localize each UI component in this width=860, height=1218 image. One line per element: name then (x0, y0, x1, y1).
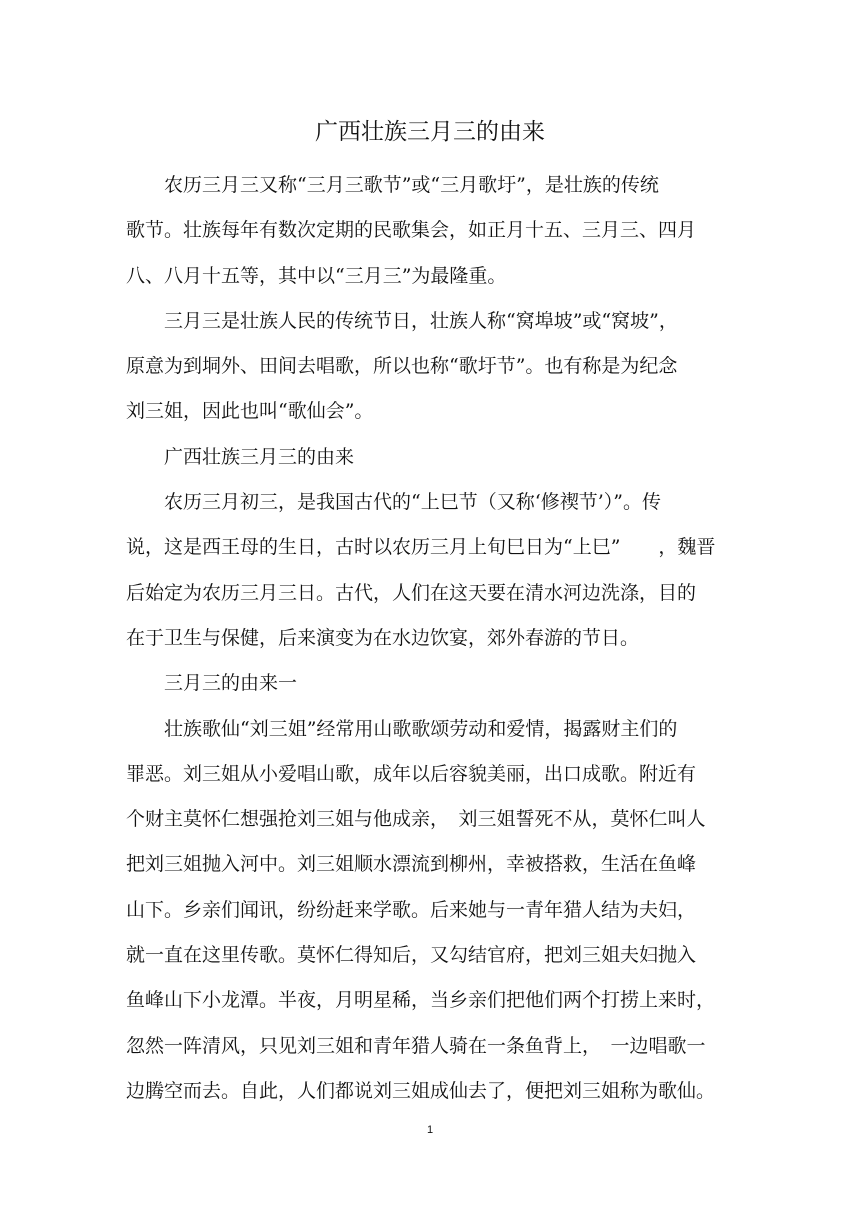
paragraph-line: 农历三月初三，是我国古代的“上巳节（又称‘修禊节’）”。传 (164, 491, 662, 514)
paragraph-line: 农历三月三又称“三月三歌节”或“三月歌圩”，是壮族的传统 (164, 174, 659, 196)
section-heading-origin-one (126, 661, 726, 706)
section-heading-text: 广西壮族三月三的由来 (164, 445, 355, 468)
paragraph-line: 忽然一阵清风，只见刘三姐和青年猎人骑在一条鱼背上， 一边唱歌一 (126, 1034, 706, 1057)
paragraph-line: 个财主莫怀仁想强抢刘三姐与他成亲， 刘三姐誓死不从，莫怀仁叫人 (126, 808, 706, 831)
paragraph-liu-sanjie-legend (126, 707, 726, 1115)
paragraph-line: 刘三姐，因此也叫“歌仙会”。 (126, 400, 374, 423)
paragraph-line: 罪恶。刘三姐从小爱唱山歌，成年以后容貌美丽，出口成歌。附近有 (126, 762, 697, 785)
paragraph-line: 原意为到垌外、田间去唱歌，所以也称“歌圩节”。也有称是为纪念 (126, 355, 678, 378)
page-number: 1 (426, 1124, 434, 1136)
paragraph-line: 边腾空而去。自此，人们都说刘三姐成仙去了，便把刘三姐称为歌仙。 (126, 1079, 716, 1102)
section-heading-origin (126, 435, 726, 480)
paragraph-line: 壮族歌仙“刘三姐”经常用山歌歌颂劳动和爱情，揭露财主们的 (164, 717, 678, 740)
section-heading-text: 三月三的由来一 (164, 672, 298, 695)
document-title: 广西壮族三月三的由来 (315, 119, 545, 145)
paragraph-line: 把刘三姐抛入河中。刘三姐顺水漂流到柳州，幸被搭救，生活在鱼峰 (126, 853, 697, 876)
paragraph-line: 鱼峰山下小龙潭。半夜，月明星稀，当乡亲们把他们两个打捞上来时， (126, 989, 716, 1012)
document-body (126, 163, 726, 1114)
paragraph-festival-meaning (126, 299, 726, 435)
paragraph-line: 八、八月十五等，其中以“三月三”为最隆重。 (126, 264, 507, 287)
paragraph-intro (126, 163, 726, 299)
paragraph-line: 三月三是壮族人民的传统节日，壮族人称“窝埠坡”或“窝坡”， (164, 309, 678, 332)
paragraph-shangsi-festival (126, 480, 726, 661)
paragraph-line: 后始定为农历三月三日。古代，人们在这天要在清水河边洗涤，目的 (126, 581, 697, 604)
paragraph-line: 歌节。壮族每年有数次定期的民歌集会，如正月十五、三月三、四月 (126, 219, 697, 242)
paragraph-line: 就一直在这里传歌。莫怀仁得知后，又勾结官府，把刘三姐夫妇抛入 (126, 944, 697, 967)
paragraph-line: 说，这是西王母的生日，古时以农历三月上旬巳日为“上巳” ，魏晋 (126, 536, 716, 559)
paragraph-line: 山下。乡亲们闻讯，纷纷赶来学歌。后来她与一青年猎人结为夫妇， (126, 898, 697, 921)
paragraph-line: 在于卫生与保健，后来演变为在水边饮宴，郊外春游的节日。 (126, 626, 640, 649)
